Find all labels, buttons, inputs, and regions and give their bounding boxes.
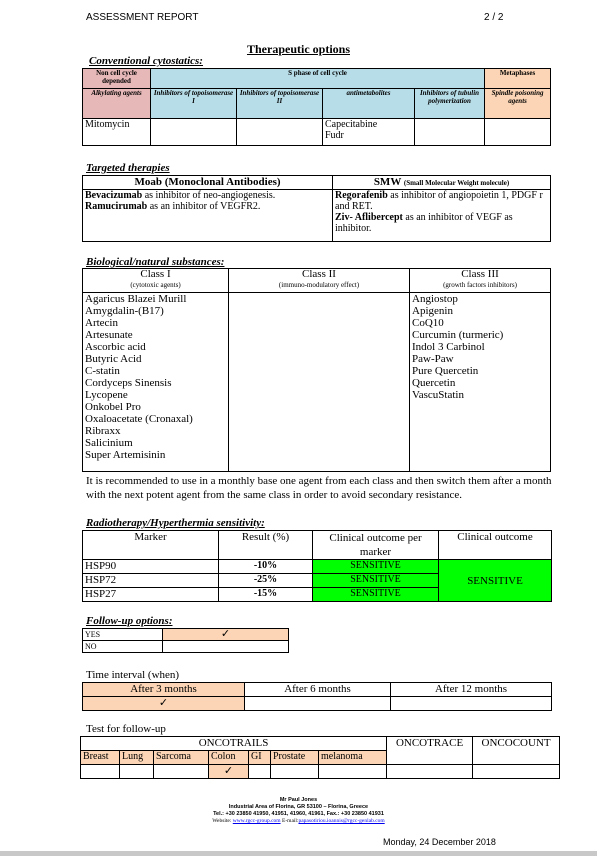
moab-item [85,201,330,212]
drug-name: Bevacizumab [85,190,143,201]
email-label: E-mail: [280,818,299,824]
drug-description: as an inhibitor of VEGF as inhibitor. [335,212,513,234]
test-melanoma: melanoma [319,751,387,765]
moab-item [85,190,330,201]
radiotherapy-table [82,530,552,602]
report-date: Monday, 24 December 2018 [383,837,496,847]
test-sarcoma: Sarcoma [154,751,209,765]
class1-substance: Cordyceps Sinensis [85,377,172,389]
class3-substance: Pure Quercetin [412,365,479,377]
outcome-hsp90: SENSITIVE [313,560,439,574]
marker-hsp90: HSP90 [83,560,219,574]
drug-name: Ziv- Aflibercept [335,212,403,223]
class1-substance: C-statin [85,365,120,377]
conventional-heading: Conventional cytostatics: [89,55,203,67]
interval-3-months-checkbox[interactable]: ✓ [83,697,245,711]
test-melanoma-checkbox[interactable] [319,765,387,779]
interval-6-months-checkbox[interactable] [245,697,391,711]
page-title: Therapeutic options [246,42,350,56]
followup-yes-checkbox[interactable]: ✓ [163,629,289,641]
class1-substance: Super Artemisinin [85,449,166,461]
radiotherapy-heading: Radiotherapy/Hyperthermia sensitivity: [86,517,265,529]
interval-3-months: After 3 months [83,683,245,697]
test-lung: Lung [120,751,154,765]
marker-hsp27: HSP27 [83,588,219,602]
followup-table [82,628,289,653]
footer-address: Industrial Area of Florina, GR 53100 – Florina, Greece [228,804,369,810]
class3-substance: Angiostop [412,293,458,305]
biological-heading: Biological/natural substances: [86,256,225,268]
conventional-table [82,68,551,146]
oncocount-header: ONCOCOUNT [473,737,560,765]
targeted-table [82,175,551,242]
class1-substance: Agaricus Blazei Murill [85,293,187,305]
smw-item [335,190,548,212]
class3-header [410,269,551,293]
page-bottom-bar [0,851,597,856]
outcome-hsp27: SENSITIVE [313,588,439,602]
recommendation-text: It is recommended to use in a monthly base one agent from each class and then switch them after a month with the next potent agent from the same class in order to avoid secondary resistance. [86,475,552,501]
class1-substance: Amygdalin-(B17) [85,305,164,317]
class2-title: Class II [302,268,336,280]
result-hsp72: -25% [219,574,313,588]
drug-description: as an inhibitor of VEGFR2. [147,201,261,212]
class1-substance: Ribraxx [85,425,121,437]
class3-list [410,293,551,472]
test-breast: Breast [81,751,120,765]
moab-header: Moab (Monoclonal Antibodies) [83,176,333,190]
class1-substance: Artesunate [85,329,133,341]
col-alkylating: Alkylating agents [83,89,151,119]
class3-title: Class III [461,268,499,280]
cell-alkylating: Mitomycin [83,119,151,146]
cell-topo2 [237,119,323,146]
cell-tubulin [415,119,485,146]
report-title: ASSESSMENT REPORT [86,12,199,23]
drug-description: as inhibitor of angiopoietin 1, PDGF r and RET. [335,190,543,212]
followup-yes-label: YES [83,629,163,641]
test-prostate: Prostate [271,751,319,765]
followup-no-checkbox[interactable] [163,641,289,653]
drug-description: as inhibitor of neo-angiogenesis. [142,190,276,201]
class1-substance: Salicinium [85,437,133,449]
followup-heading: Follow-up options: [86,615,173,627]
class1-substance: Oxaloacetate (Cronaxal) [85,413,193,425]
footer [0,797,597,825]
col-outcome-marker: Clinical outcome per marker [313,531,439,560]
smw-label: SMW [373,176,402,188]
class1-list [83,293,229,472]
moab-list [83,190,333,242]
tests-heading: Test for follow-up [86,723,166,735]
cell-antimetabolites [323,119,415,146]
test-colon: Colon [209,751,249,765]
cell-topo1 [151,119,237,146]
class2-list [229,293,410,472]
test-prostate-checkbox[interactable] [271,765,319,779]
class1-title: Class I [140,268,171,280]
test-gi: GI [249,751,271,765]
class1-substance: Lycopene [85,389,128,401]
antimetabolite-item: Capecitabine [325,119,378,130]
footer-name: Mr Paul Jones [279,797,318,803]
test-gi-checkbox[interactable] [249,765,271,779]
class3-substance: Paw-Paw [412,353,454,365]
col-spindle: Spindle poisoning agents [485,89,551,119]
outcome-hsp72: SENSITIVE [313,574,439,588]
followup-no-label: NO [83,641,163,653]
interval-6-months: After 6 months [245,683,391,697]
biological-table [82,268,551,472]
class3-substance: Indol 3 Carbinol [412,341,485,353]
smw-subtitle: (Small Molecular Weight molecule) [403,179,510,187]
class3-subtitle: (growth factors inhibitors) [443,281,517,289]
result-hsp90: -10% [219,560,313,574]
class3-substance: Quercetin [412,377,456,389]
col-marker: Marker [83,531,219,560]
interval-heading: Time interval (when) [86,669,180,681]
cell-spindle [485,119,551,146]
class2-subtitle: (immuno-modulatory effect) [278,281,360,289]
page-number: 2 / 2 [484,12,504,23]
drug-name: Ramucirumab [85,201,148,212]
interval-12-months-checkbox[interactable] [391,697,552,711]
antimetabolite-item: Fudr [325,130,344,141]
website-label: Website: [212,818,233,824]
oncotrace-checkbox[interactable] [387,765,473,779]
col-topo1: Inhibitors of topoisomerase I [151,89,237,119]
class1-header [83,269,229,293]
targeted-heading: Targeted therapies [86,162,170,174]
test-colon-checkbox[interactable]: ✓ [209,765,249,779]
interval-table [82,682,552,711]
test-breast-checkbox[interactable] [81,765,120,779]
class1-substance: Butyric Acid [85,353,142,365]
class1-substance: Onkobel Pro [85,401,141,413]
smw-list [333,190,551,242]
col-tubulin: Inhibitors of tubulin polymerization [415,89,485,119]
class1-substance: Ascorbic acid [85,341,146,353]
oncotrace-header: ONCOTRACE [387,737,473,765]
marker-hsp72: HSP72 [83,574,219,588]
footer-contact [0,818,597,825]
group-s-phase: S phase of cell cycle [151,69,485,89]
class2-header [229,269,410,293]
class1-substance: Artecin [85,317,118,329]
email-link[interactable]: papasotiriou.ioannis@rgcc-genlab.com [298,818,385,824]
class3-substance: Curcumin (turmeric) [412,329,504,341]
oncocount-checkbox[interactable] [473,765,560,779]
col-topo2: Inhibitors of topoisomerase II [237,89,323,119]
drug-name: Regorafenib [335,190,388,201]
interval-12-months: After 12 months [391,683,552,697]
col-result: Result (%) [219,531,313,560]
smw-header [333,176,551,190]
col-antimetabolites: antimetabolites [323,89,415,119]
smw-item [335,212,548,234]
col-outcome: Clinical outcome [439,531,552,560]
group-non-cell-cycle: Non cell cycle depended [83,69,151,89]
footer-phones: Tel.: +30 23850 41950, 41951, 41960, 41961, Fax.: +30 23850 41931 [213,811,384,817]
class3-substance: CoQ10 [412,317,444,329]
class3-substance: VascuStatin [412,389,464,401]
group-metaphases: Metaphases [485,69,551,89]
result-hsp27: -15% [219,588,313,602]
oncotrails-header: ONCOTRAILS [81,737,387,751]
test-sarcoma-checkbox[interactable] [154,765,209,779]
overall-outcome: SENSITIVE [439,560,552,602]
website-link[interactable]: www.rgcc-group.com [232,818,281,824]
class3-substance: Apigenin [412,305,453,317]
class1-subtitle: (cytotoxic agents) [130,281,181,289]
test-lung-checkbox[interactable] [120,765,154,779]
tests-table [80,736,560,779]
